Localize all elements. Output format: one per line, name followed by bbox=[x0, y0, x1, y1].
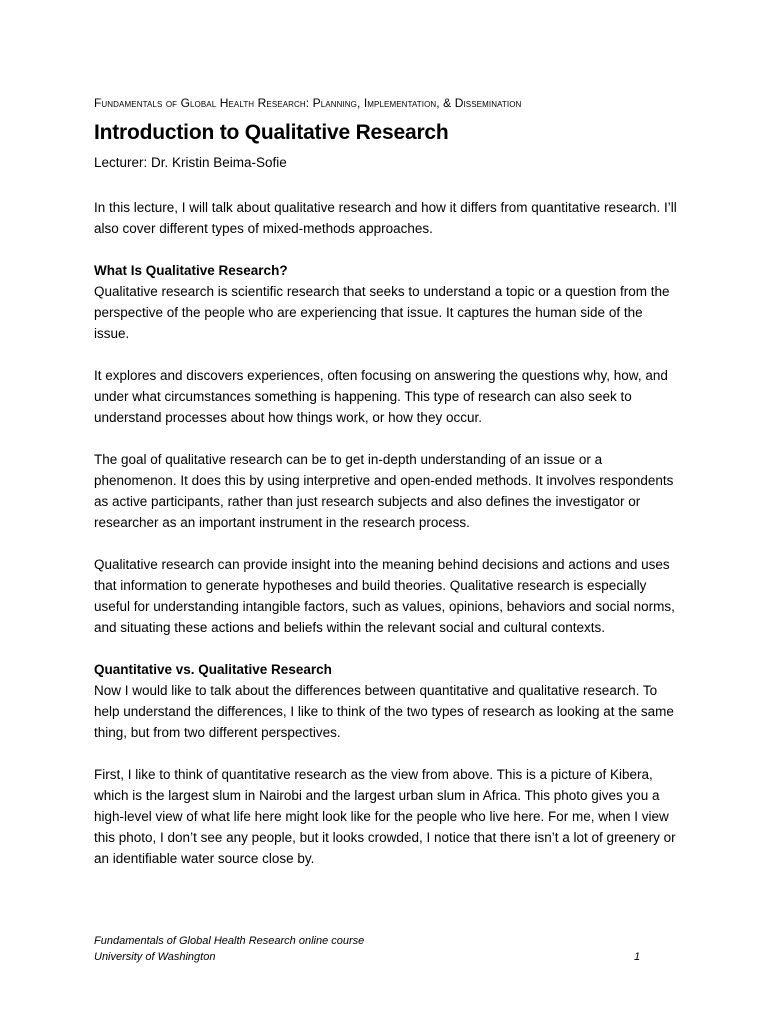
spacer bbox=[94, 638, 679, 659]
spacer bbox=[94, 239, 679, 260]
spacer bbox=[94, 173, 679, 197]
spacer bbox=[94, 743, 679, 764]
paragraph: First, I like to think of quantitative research as the view from above. This is a picture of Kibera, which is the largest slum in Nairobi and the largest urban slum in Africa. This photo gives you a high-level view of what life here might look like for the people who live here. For me, when I view this photo, I don’t see any people, but it looks crowded, I notice that there isn’t a lot of greenery or an identifiable water source close by. bbox=[94, 767, 676, 866]
spacer bbox=[94, 533, 679, 554]
lecturer-line: Lecturer: Dr. Kristin Beima-Sofie bbox=[94, 155, 287, 170]
paragraph: Qualitative research is scientific research that seeks to understand a topic or a question from the perspective of the people who are experiencing that issue. It captures the human side of the issue. bbox=[94, 284, 670, 341]
spacer bbox=[94, 344, 679, 365]
paragraph: Qualitative research can provide insight into the meaning behind decisions and actions and uses that information to generate hypotheses and build theories. Qualitative research is especially useful for understanding intangible factors, such as values, opinions, behaviors and social norms, and situating these actions and beliefs within the relevant social and cultural contexts. bbox=[94, 557, 675, 635]
paragraph: Now I would like to talk about the differences between quantitative and qualitative research. To help understand the differences, I like to think of the two types of research as looking at the same thing, but from two different perspectives. bbox=[94, 683, 674, 740]
running-header: Fundamentals of Global Health Research: Planning, Implementation, & Dissemination bbox=[94, 96, 522, 110]
paragraph: The goal of qualitative research can be to get in-depth understanding of an issue or a phenomenon. It does this by using interpretive and open-ended methods. It involves respondents as active participants, rather than just research subjects and also defines the investigator or researcher as an important instrument in the research process. bbox=[94, 452, 674, 530]
footer-course-name: Fundamentals of Global Health Research online course bbox=[94, 935, 365, 947]
section-heading-quant-vs-qual: Quantitative vs. Qualitative Research bbox=[94, 662, 332, 677]
paragraph: It explores and discovers experiences, often focusing on answering the questions why, how, and under what circumstances something is happening. This type of research can also seek to understand processes about how things work, or how they occur. bbox=[94, 368, 668, 425]
footer-institution: University of Washington bbox=[94, 951, 216, 963]
document-title: Introduction to Qualitative Research bbox=[94, 121, 449, 144]
section-heading-what-is-qualitative: What Is Qualitative Research? bbox=[94, 263, 288, 278]
page-footer bbox=[94, 933, 644, 965]
spacer bbox=[94, 428, 679, 449]
document-body bbox=[94, 95, 679, 869]
intro-paragraph: In this lecture, I will talk about qualitative research and how it differs from quantitative research. I’ll also cover different types of mixed-methods approaches. bbox=[94, 200, 677, 236]
page-number: 1 bbox=[634, 951, 641, 963]
